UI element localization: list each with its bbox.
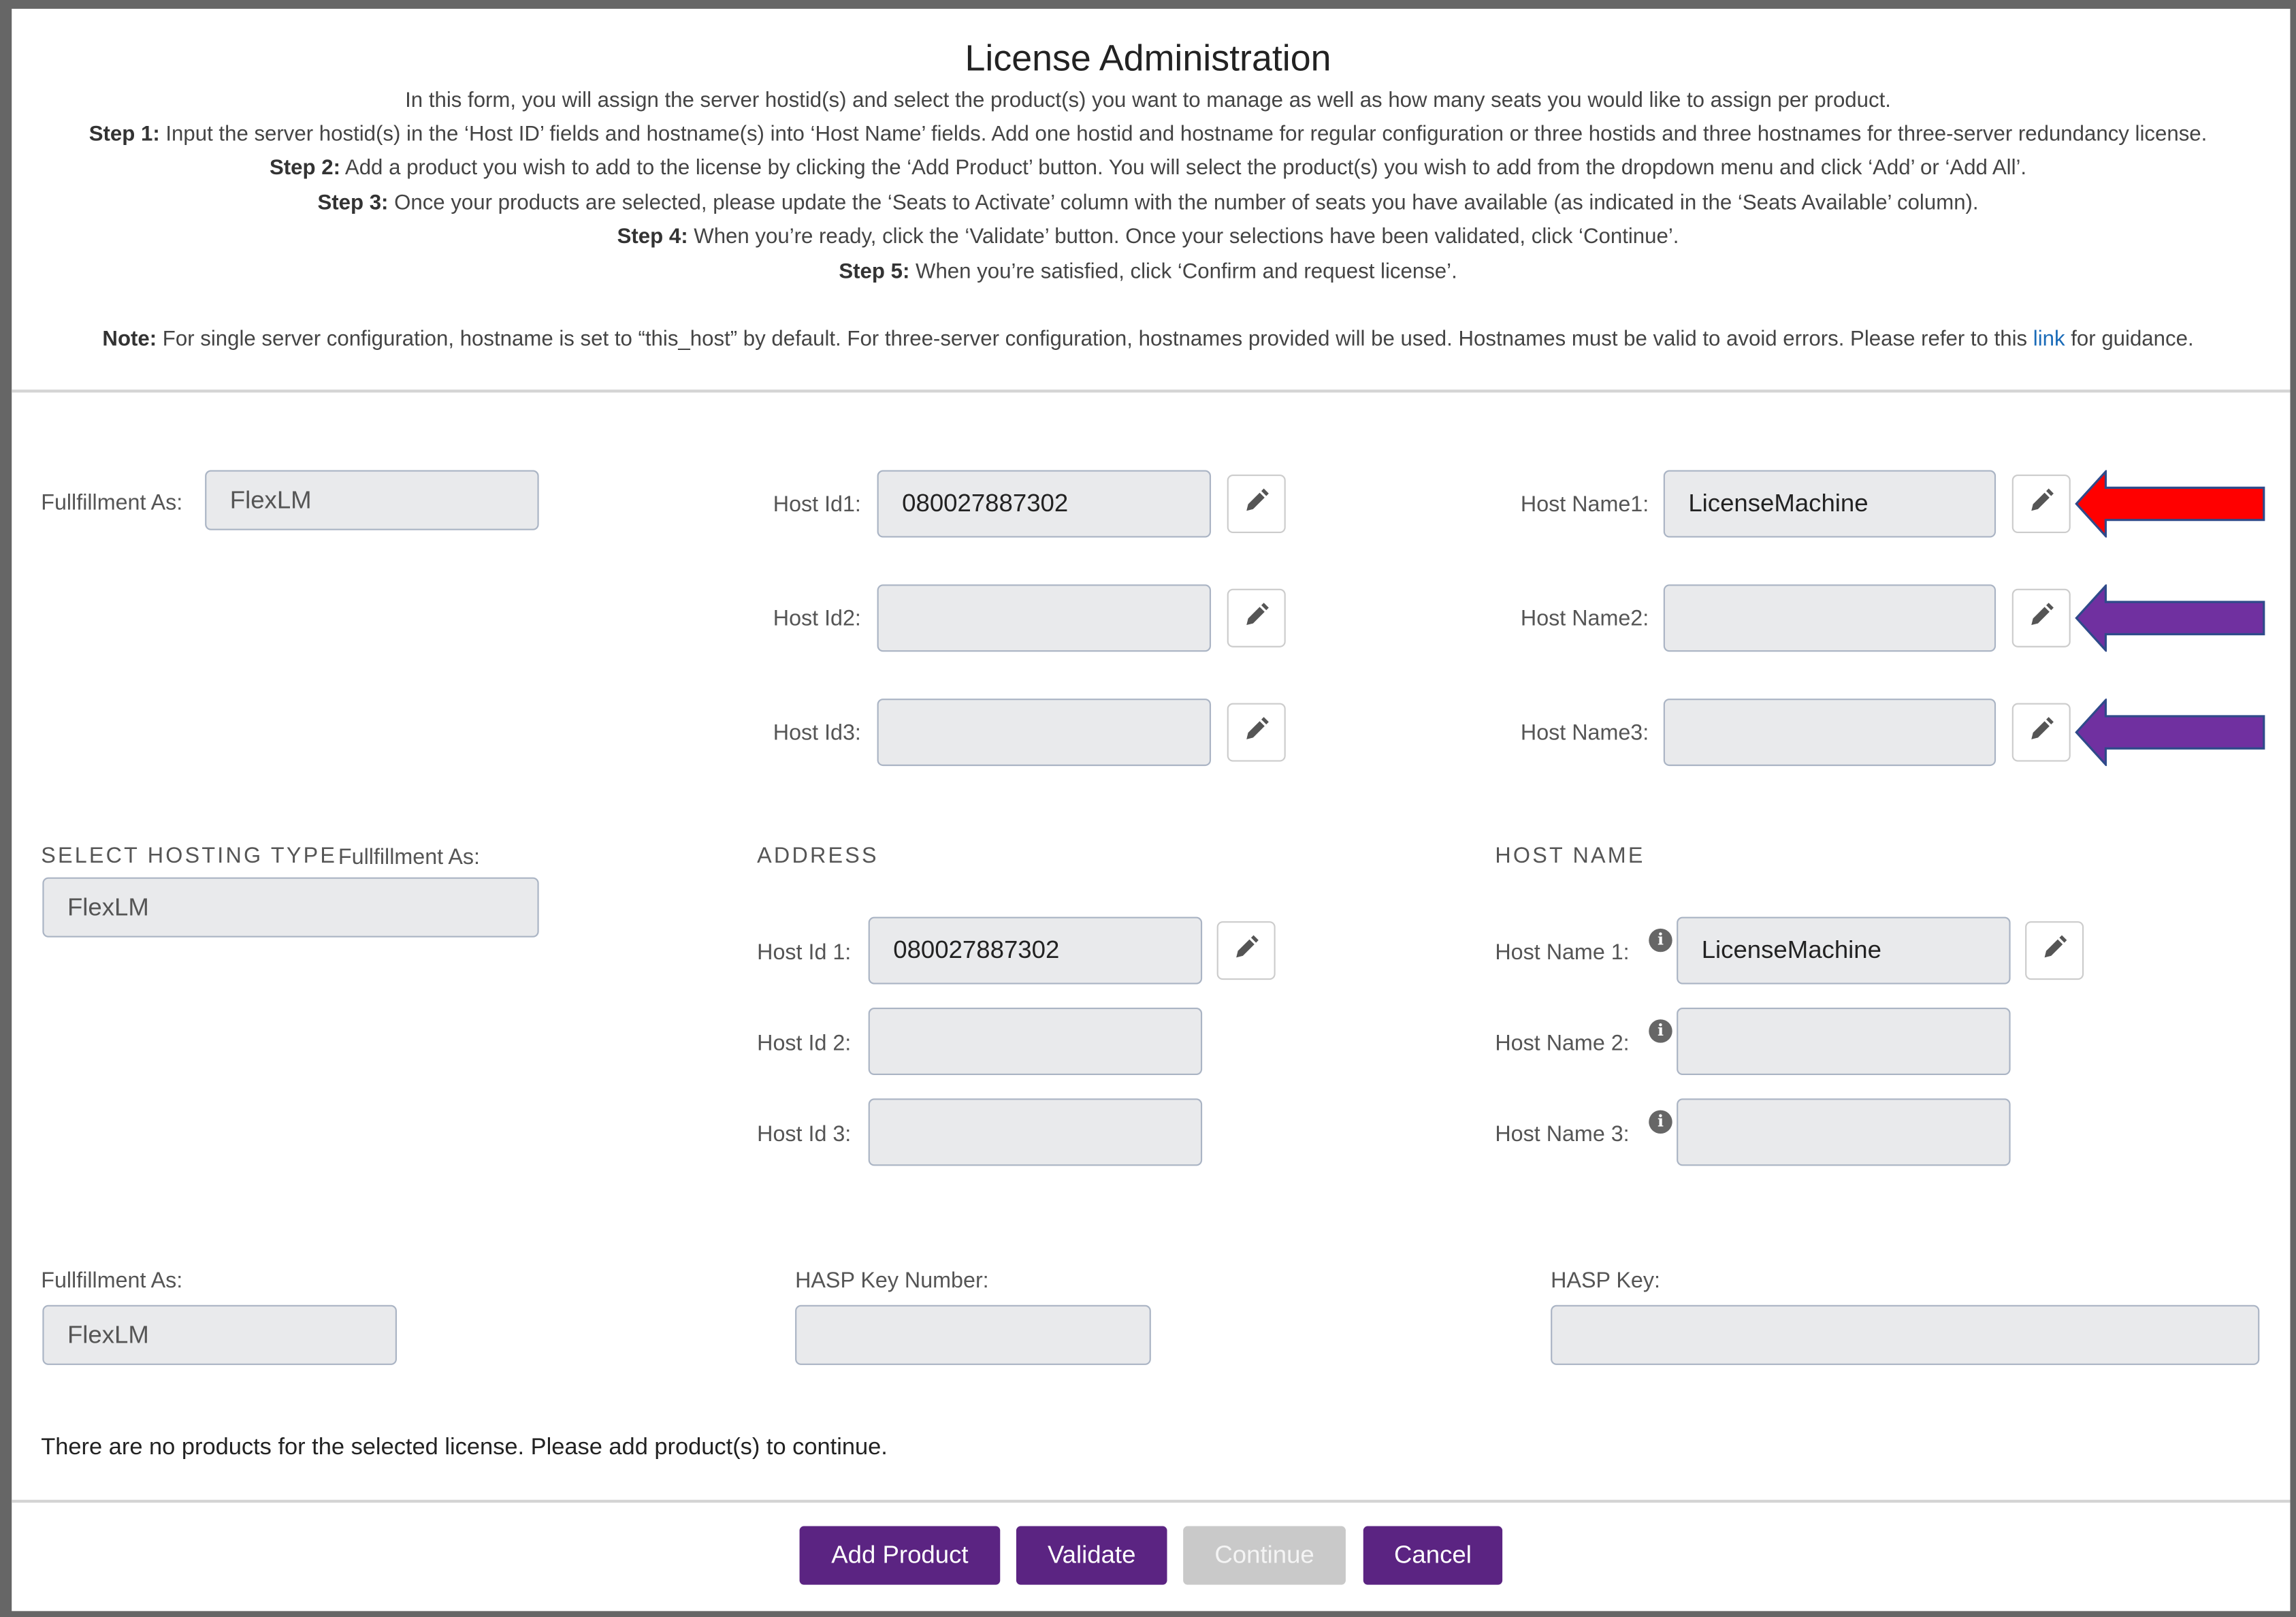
- host-name-3-input[interactable]: [1664, 699, 1996, 766]
- host-name-label: Host Name 3:: [1495, 1121, 1630, 1147]
- divider: [12, 389, 2290, 392]
- arrow-left-icon: [2073, 470, 2267, 538]
- guidance-link[interactable]: link: [2033, 327, 2065, 352]
- step-1: [0, 123, 2296, 146]
- step-text: When you’re satisfied, click ‘Confirm and request license’.: [909, 260, 1457, 285]
- pencil-icon: [2028, 487, 2054, 520]
- step-label: Step 4:: [617, 225, 688, 249]
- edit-host-name-1-button[interactable]: [2012, 475, 2071, 533]
- address-host-id-3-input[interactable]: [869, 1098, 1202, 1166]
- add-product-button[interactable]: Add Product: [800, 1526, 1001, 1585]
- step-text: Add a product you wish to add to the license by clicking the ‘Add Product’ button. You will select the product(s) you wish to add from the dropdown menu and click ‘Add’ or ‘Add All’.: [340, 157, 2027, 180]
- validate-button[interactable]: Validate: [1016, 1526, 1167, 1585]
- step-text: Once your products are selected, please update the ‘Seats to Activate’ column with the number of seats you have available (as indicated in the ‘Seats Available’ column).: [388, 191, 1979, 216]
- note-body: For single server configuration, hostname is set to “this_host” by default. For three-server configuration, hostnames provided will be used. Hostnames must be valid to avoid errors. Please refer to this: [157, 327, 2033, 352]
- host-name-1-input[interactable]: LicenseMachine: [1664, 470, 1996, 538]
- address-host-name-3-input[interactable]: [1677, 1098, 2010, 1166]
- hasp-key-label: HASP Key:: [1551, 1268, 1660, 1294]
- intro-text: In this form, you will assign the server hostid(s) and select the product(s) you want to manage as well as how many seats you would like to assign per product.: [405, 89, 1891, 113]
- host-id-label: Host Id 3:: [757, 1121, 852, 1147]
- step-label: Step 3:: [317, 191, 389, 216]
- address-host-name-1-input[interactable]: LicenseMachine: [1677, 917, 2010, 984]
- edit-address-host-name-button[interactable]: [2025, 921, 2084, 980]
- step-text: When you’re ready, click the ‘Validate’ button. Once your selections have been validated, click ‘Continue’.: [688, 225, 1679, 249]
- note-label: Note:: [102, 327, 157, 352]
- footer-divider: [12, 1500, 2290, 1503]
- fulfillment-field[interactable]: FlexLM: [205, 470, 538, 530]
- hosting-type-heading: SELECT HOSTING TYPE: [41, 844, 338, 869]
- hasp-key-field[interactable]: [1551, 1305, 2259, 1365]
- info-icon[interactable]: i: [1649, 929, 1672, 952]
- step-text: Input the server hostid(s) in the ‘Host ID’ fields and hostname(s) into ‘Host Name’ fields. Add one hostid and hostname for regular configuration or three hostids and three hostnames for three-server redundancy license.: [159, 123, 2208, 147]
- host-name-2-input[interactable]: [1664, 584, 1996, 652]
- pencil-icon: [1243, 716, 1270, 749]
- edit-host-id-2-button[interactable]: [1227, 589, 1286, 647]
- address-heading: ADDRESS: [757, 844, 879, 869]
- host-name-label: Host Name1:: [1520, 492, 1649, 517]
- page-title: License Administration: [965, 37, 1331, 80]
- note-text: [0, 328, 2296, 351]
- step-4: [0, 225, 2296, 249]
- step-label: Step 1:: [88, 123, 160, 147]
- step-label: Step 5:: [839, 260, 910, 285]
- pencil-icon: [2028, 716, 2054, 749]
- edit-host-name-3-button[interactable]: [2012, 703, 2071, 762]
- info-icon[interactable]: i: [1649, 1110, 1672, 1134]
- arrow-left-icon: [2073, 584, 2267, 652]
- hasp-key-number-field[interactable]: [795, 1305, 1151, 1365]
- pencil-icon: [1243, 487, 1270, 520]
- host-name-label: Host Name2:: [1520, 606, 1649, 632]
- fulfillment-label-2: Fullfillment As:: [338, 845, 480, 870]
- address-host-name-2-input[interactable]: [1677, 1008, 2010, 1075]
- pencil-icon: [2041, 933, 2068, 967]
- step-3: [0, 192, 2296, 215]
- fulfillment-label-3: Fullfillment As:: [41, 1268, 183, 1294]
- note-after: for guidance.: [2065, 327, 2194, 352]
- edit-host-name-2-button[interactable]: [2012, 589, 2071, 647]
- host-id-label: Host Id1:: [773, 492, 861, 517]
- host-id-label: Host Id 2:: [757, 1031, 852, 1057]
- edit-host-id-1-button[interactable]: [1227, 475, 1286, 533]
- pencil-icon: [1243, 601, 1270, 635]
- host-name-label: Host Name3:: [1520, 720, 1649, 746]
- edit-host-id-3-button[interactable]: [1227, 703, 1286, 762]
- fulfillment-field-3[interactable]: FlexLM: [42, 1305, 397, 1365]
- host-id-label: Host Id3:: [773, 720, 861, 746]
- step-label: Step 2:: [269, 157, 340, 180]
- cancel-button[interactable]: Cancel: [1363, 1526, 1502, 1585]
- step-5: [0, 261, 2296, 284]
- info-icon[interactable]: i: [1649, 1019, 1672, 1042]
- address-host-id-2-input[interactable]: [869, 1008, 1202, 1075]
- hasp-key-number-label: HASP Key Number:: [795, 1268, 989, 1294]
- host-id-3-input[interactable]: [877, 699, 1211, 766]
- license-admin-modal: [12, 9, 2290, 1611]
- host-id-label: Host Id2:: [773, 606, 861, 632]
- host-name-label: Host Name 1:: [1495, 940, 1630, 965]
- no-products-message: There are no products for the selected license. Please add product(s) to continue.: [41, 1435, 888, 1460]
- address-host-id-1-input[interactable]: 080027887302: [869, 917, 1202, 984]
- step-2: [0, 157, 2296, 180]
- pencil-icon: [1233, 933, 1259, 967]
- continue-button[interactable]: Continue: [1183, 1526, 1346, 1585]
- host-id-1-input[interactable]: 080027887302: [877, 470, 1211, 538]
- host-name-label: Host Name 2:: [1495, 1031, 1630, 1057]
- host-id-label: Host Id 1:: [757, 940, 852, 965]
- host-id-2-input[interactable]: [877, 584, 1211, 652]
- hosting-type-field[interactable]: FlexLM: [42, 878, 538, 938]
- fulfillment-label: Fullfillment As:: [41, 490, 183, 516]
- arrow-left-icon: [2073, 699, 2267, 766]
- hostname-heading: HOST NAME: [1495, 844, 1645, 869]
- edit-address-host-id-button[interactable]: [1217, 921, 1276, 980]
- pencil-icon: [2028, 601, 2054, 635]
